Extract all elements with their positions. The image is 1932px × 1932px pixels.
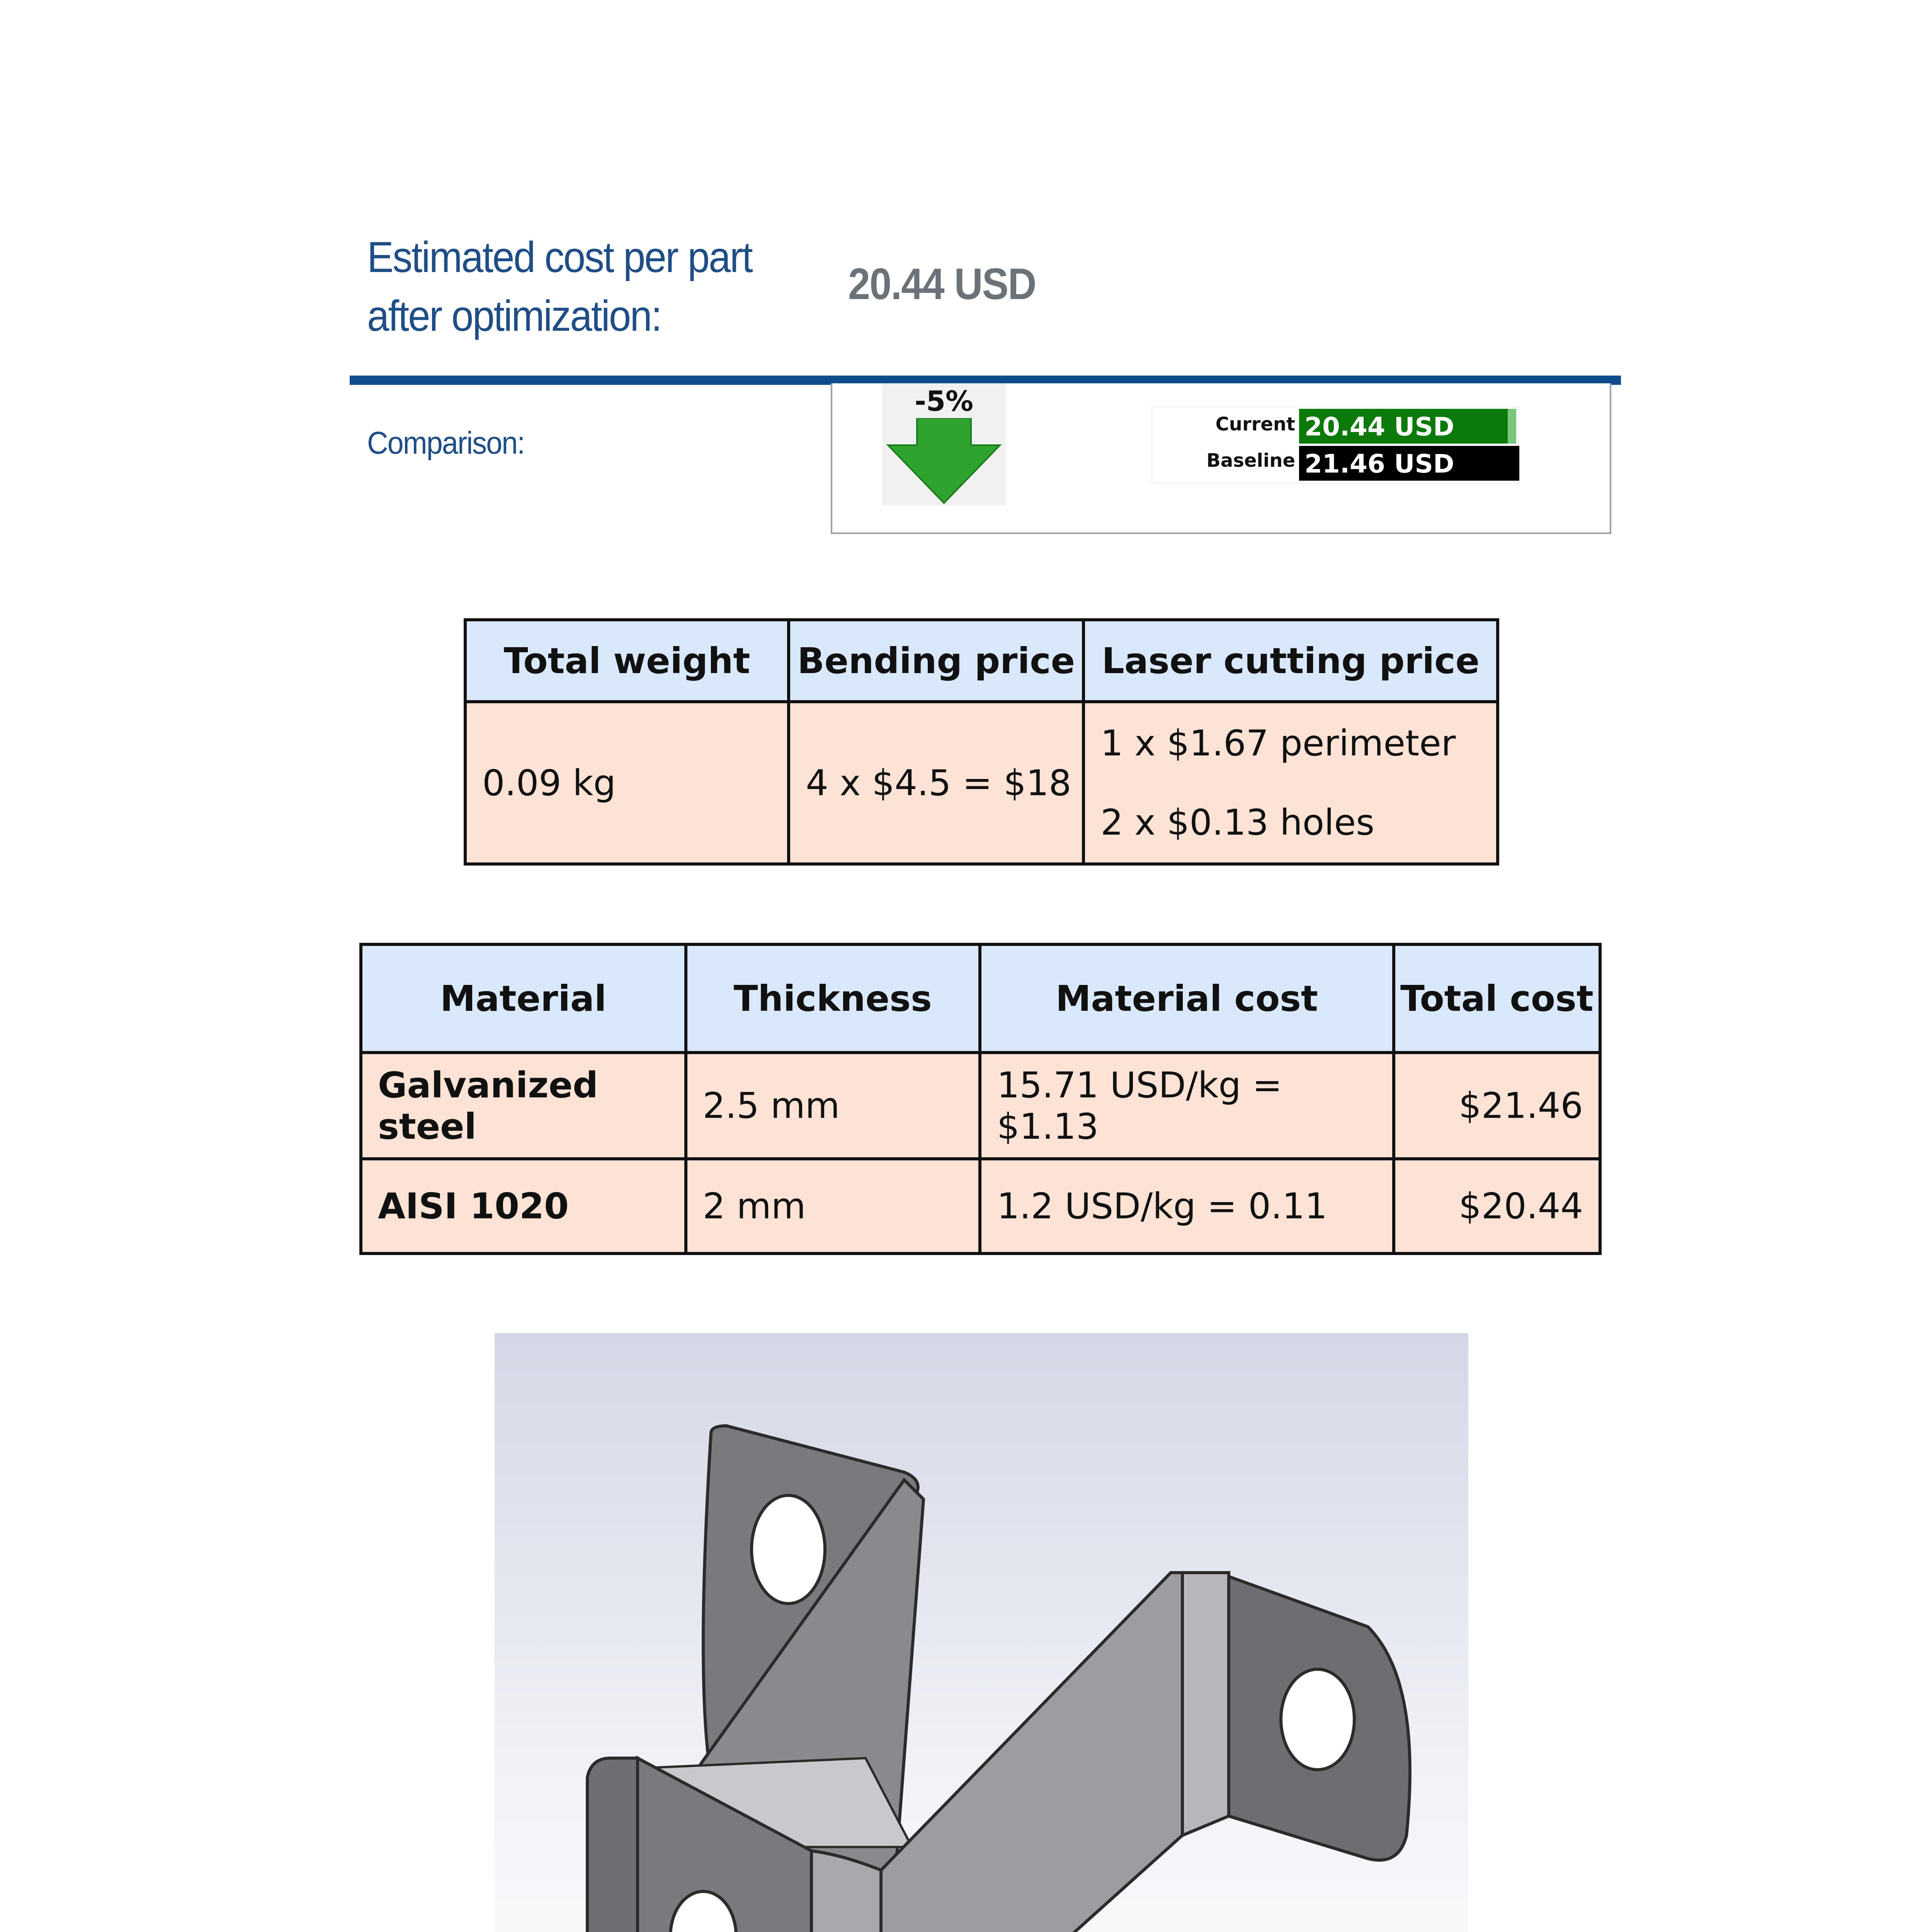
header-material-cost: Material cost bbox=[980, 944, 1394, 1053]
laser-holes-line: 2 x $0.13 holes bbox=[1100, 802, 1375, 843]
baseline-bar bbox=[1299, 446, 1519, 481]
laser-perimeter-line: 1 x $1.67 perimeter bbox=[1100, 723, 1456, 764]
change-percent: -5% bbox=[914, 385, 974, 417]
pricing-table bbox=[464, 618, 1499, 866]
comparison-label: Comparison: bbox=[367, 425, 525, 461]
total-cost-value: $20.44 bbox=[1394, 1159, 1600, 1253]
estimated-cost-label-line1: Estimated cost per part bbox=[367, 233, 752, 281]
current-bar-value: 20.44 USD bbox=[1304, 412, 1454, 442]
pricing-table-header bbox=[465, 620, 1498, 702]
pricing-table-row bbox=[465, 702, 1498, 864]
baseline-bar-value: 21.46 USD bbox=[1304, 449, 1454, 479]
header-thickness: Thickness bbox=[686, 944, 980, 1053]
header-bending-price: Bending price bbox=[789, 620, 1083, 702]
header-total-weight: Total weight bbox=[465, 620, 789, 702]
current-bar-remainder bbox=[1508, 409, 1516, 444]
material-table-header bbox=[361, 944, 1600, 1053]
header-laser-cutting-price: Laser cutting price bbox=[1083, 620, 1498, 702]
material-cost-value: 15.71 USD/kg = $1.13 bbox=[980, 1053, 1394, 1159]
table-row bbox=[361, 1053, 1600, 1159]
thickness-value: 2 mm bbox=[686, 1159, 980, 1253]
estimated-cost-label bbox=[367, 228, 758, 345]
thickness-value: 2.5 mm bbox=[686, 1053, 980, 1159]
material-name: Galvanized steel bbox=[361, 1053, 686, 1159]
material-cost-value: 1.2 USD/kg = 0.11 bbox=[980, 1159, 1394, 1253]
baseline-label: Baseline bbox=[1206, 450, 1295, 471]
material-name: AISI 1020 bbox=[361, 1159, 686, 1253]
table-row bbox=[361, 1159, 1600, 1253]
total-cost-value: $21.46 bbox=[1394, 1053, 1600, 1159]
current-label: Current bbox=[1215, 413, 1295, 435]
cost-bar-chart bbox=[1151, 406, 1519, 484]
change-indicator bbox=[882, 383, 1006, 505]
material-table bbox=[359, 943, 1602, 1255]
header-total-cost: Total cost bbox=[1394, 944, 1600, 1053]
header-material: Material bbox=[361, 944, 686, 1053]
estimated-cost-label-line2: after optimization: bbox=[367, 292, 661, 340]
current-bar bbox=[1299, 409, 1508, 444]
bending-price-value: 4 x $4.5 = $18 bbox=[789, 702, 1083, 864]
laser-cutting-price-value bbox=[1083, 702, 1498, 864]
estimated-cost-value: 20.44 USD bbox=[848, 260, 1036, 309]
down-arrow-icon bbox=[882, 418, 1006, 505]
total-weight-value: 0.09 kg bbox=[465, 702, 789, 864]
bracket-render-image bbox=[495, 1333, 1468, 1932]
